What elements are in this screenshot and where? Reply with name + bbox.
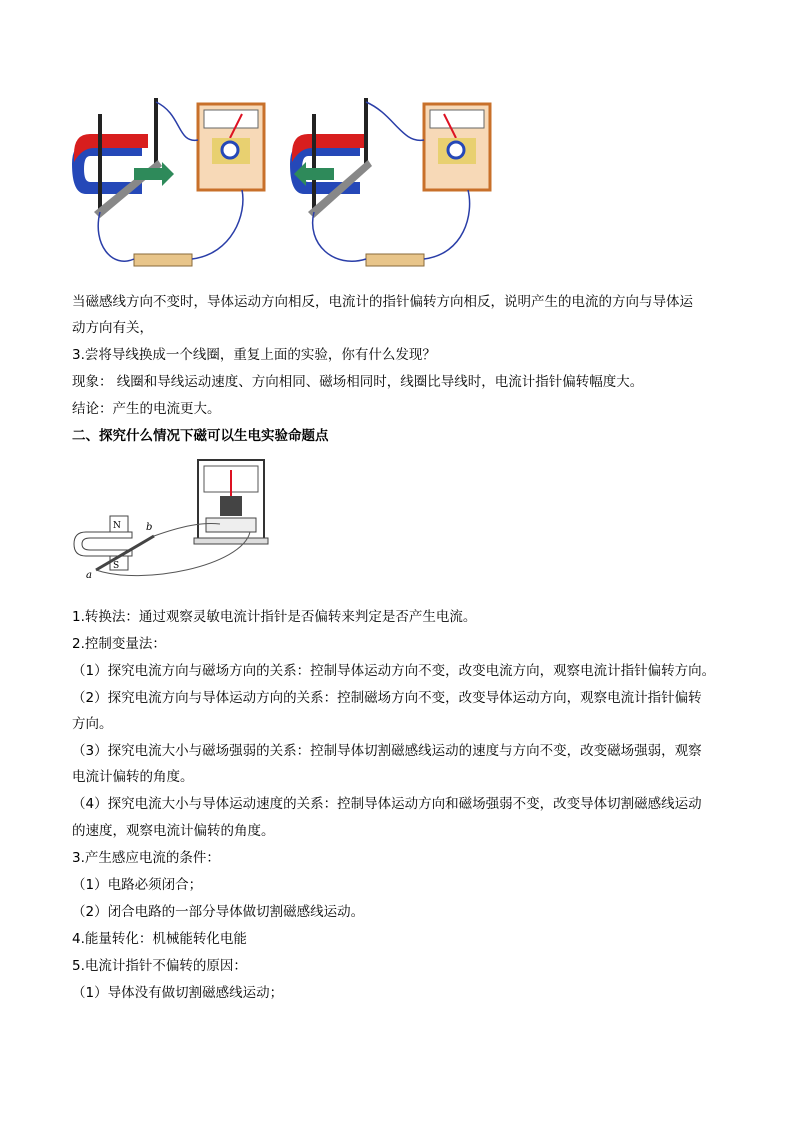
- list-item: （1）探究电流方向与磁场方向的关系：控制导体运动方向不变，改变电流方向，观察电流计指针偏转方向。: [72, 663, 716, 679]
- paragraph-line: 动方向有关，: [72, 320, 153, 336]
- list-item: 3.产生感应电流的条件：: [72, 850, 220, 866]
- list-item: （3）探究电流大小与磁场强弱的关系：控制导体切割磁感线运动的速度与方向不变，改变磁场强弱，观察: [72, 743, 702, 759]
- list-item: 5.电流计指针不偏转的原因：: [72, 958, 247, 974]
- label-b: b: [146, 522, 153, 533]
- section-heading: 二、探究什么情况下磁可以生电实验命题点: [72, 428, 329, 444]
- list-item: （1）导体没有做切割磁感线运动；: [72, 985, 284, 1001]
- list-item: 方向。: [72, 716, 113, 732]
- galvanometer-stand: [194, 538, 268, 544]
- induction-figure-2: [72, 456, 272, 586]
- galvanometer-coil: [448, 142, 464, 158]
- list-item: 的速度，观察电流计偏转的角度。: [72, 823, 275, 839]
- label-s: S: [113, 561, 120, 571]
- list-item: （4）探究电流大小与导体运动速度的关系：控制导体运动方向和磁场强弱不变，改变导体切割磁感线运动: [72, 796, 702, 812]
- paragraph-line: 3.尝将导线换成一个线圈，重复上面的实验，你有什么发现？: [72, 347, 436, 363]
- list-item: 电流计偏转的角度。: [72, 769, 194, 785]
- paragraph-line: 结论：产生的电流更大。: [72, 401, 221, 417]
- list-item: 2.控制变量法：: [72, 636, 166, 652]
- list-item: 4.能量转化：机械能转化电能: [72, 931, 247, 947]
- galvanometer-magnet: [220, 496, 242, 516]
- paragraph-line: 当磁感线方向不变时，导体运动方向相反，电流计的指针偏转方向相反，说明产生的电流的方向与导体运: [72, 294, 693, 310]
- switch: [366, 254, 424, 266]
- induction-figure-left: [72, 94, 272, 278]
- induction-figure-right: [284, 94, 496, 278]
- galvanometer-scale: [204, 110, 258, 128]
- switch: [134, 254, 192, 266]
- list-item: （1）电路必须闭合；: [72, 877, 203, 893]
- label-n: N: [113, 521, 121, 531]
- list-item: （2）闭合电路的一部分导体做切割磁感线运动。: [72, 904, 365, 920]
- galvanometer-base: [206, 518, 256, 532]
- list-item: （2）探究电流方向与导体运动方向的关系：控制磁场方向不变，改变导体运动方向，观察电流计指针偏转: [72, 690, 702, 706]
- list-item: 1.转换法：通过观察灵敏电流计指针是否偏转来判定是否产生电流。: [72, 609, 477, 625]
- paragraph-line: 现象： 线圈和导线运动速度、方向相同、磁场相同时，线圈比导线时，电流计指针偏转幅度大。: [72, 374, 644, 390]
- label-a: a: [86, 570, 92, 581]
- galvanometer-scale: [430, 110, 484, 128]
- galvanometer-coil: [222, 142, 238, 158]
